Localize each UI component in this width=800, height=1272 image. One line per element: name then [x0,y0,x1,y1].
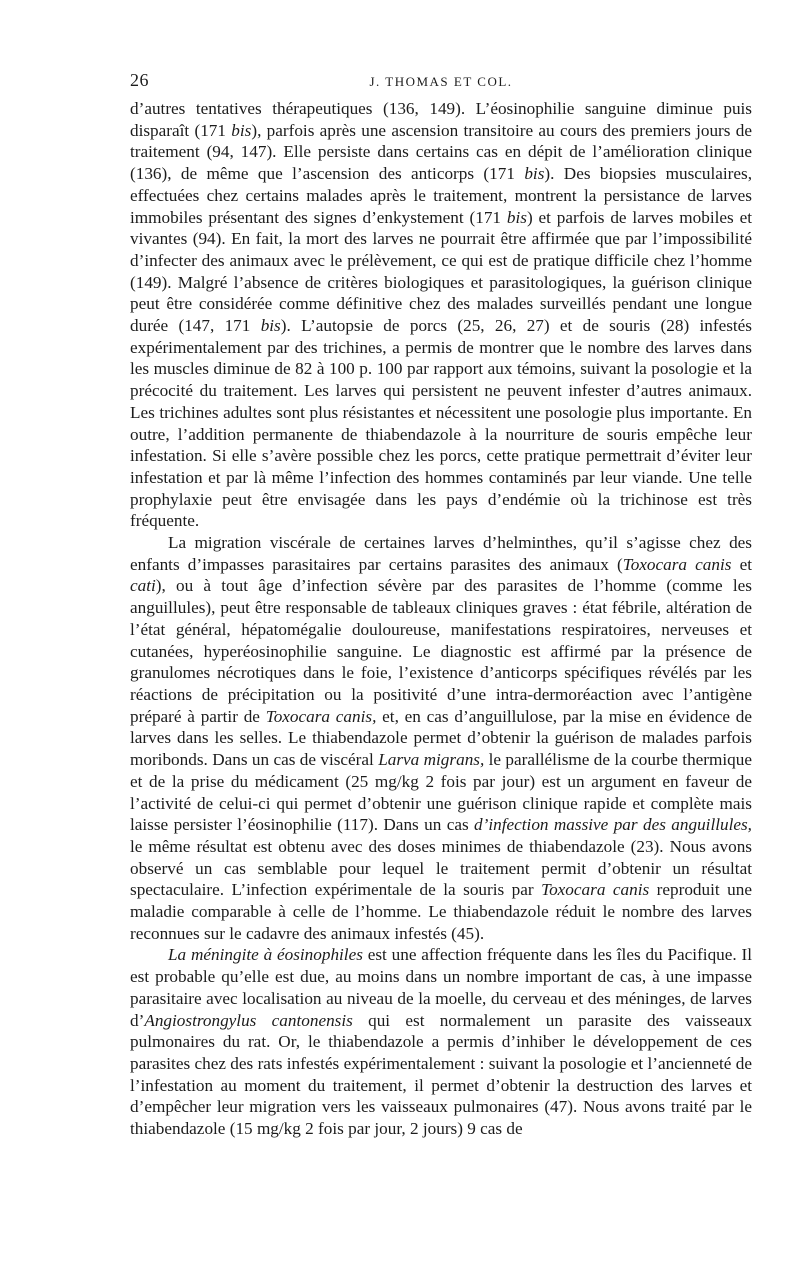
paragraph [130,532,752,944]
text-run: ), parfois après une ascension transitoire au cours des premiers jours de traitement (94, 147). Elle persiste dans certains cas en dépit de l’amélioration clinique (136), de même que l’ascension des anticorps (171 [130,120,752,184]
italic-text: Angiostrongylus cantonensis [144,1010,353,1030]
text-run: ), ou à tout âge d’infection sévère par des parasites de l’homme (comme les anguillules), peut être responsable de tableaux cliniques graves : état fébrile, altération de l’état général, hépatomégalie douloureuse, manifestations respiratoires, nerveuses et cutanées, hyperéosinophilie sanguine. Le diagnostic est affirmé par la présence de granulomes nécrotiques dans le foie, l’existence d’anticorps spécifiques révélés par les réactions de précipitation ou la positivité d’une intra-dermoréaction avec l’antigène préparé à partir de [130,576,752,726]
italic-text: bis [524,164,545,184]
italic-text: bis [260,316,281,336]
text-run: d’autres tentatives thérapeutiques (136, 149). L’éosinophilie sanguine diminue puis disparaît (171 [130,99,752,140]
text-run: ). Des biopsies musculaires, effectuées chez certains malades après le traitement, montrent la persistance de larves immobiles présentant des signes d’enkystement (171 [130,164,753,227]
page-number: 26 [130,70,149,90]
text-run: le parallélisme de la courbe thermique et de la prise du médicament (25 mg/kg 2 fois par jour) est un argument en faveur de l’activité de celui-ci qui permet d’obtenir une guérison clinique rapide et complète mais laisse persister l’éosinophilie (117). Dans un cas [130,750,752,835]
text-run: est une affection fréquente dans les îles du Pacifique. Il est probable qu’elle est due, au moins dans un nombre important de cas, à une impasse parasitaire avec localisation au niveau de la moelle, du cerveau et des méninges, de larves d’ [130,945,752,1030]
italic-text: bis [231,120,252,140]
text-run: qui est normalement un parasite des vaisseaux pulmonaires du rat. Or, le thiabendazole a permis d’inhiber le développement de ces parasites chez des rats infestés expérimentalement : suivant la posologie et l’ancienneté de l’infestation au moment du traitement, il permet d’obtenir la destruction des larves et d’empêcher leur migration vers les vaisseaux pulmonaires (47). Nous avons traité par le thiabendazole (15 mg/kg 2 fois par jour, 2 jours) 9 cas de [130,1010,752,1139]
italic-text: Toxocara canis [541,880,650,900]
running-title: J. THOMAS ET COL. [369,74,513,89]
text-run: et, en cas d’anguillulose, par la mise en évidence de larves dans les selles. Le thiabendazole permet d’obtenir la guérison de malades parfois moribonds. Dans un cas de viscéral [130,706,753,770]
body-text [130,98,752,1140]
page-header [130,70,752,94]
paragraph [130,944,752,1139]
paragraph [130,98,752,532]
italic-text: La méningite à éosinophiles [168,945,363,965]
italic-text: d’infection massive par des anguillules, [474,815,752,835]
italic-text: Larva migrans, [378,750,485,770]
text-run: ). L’autopsie de porcs (25, 26, 27) et de souris (28) infestés expérimentalement par des trichines, a permis de montrer que le nombre des larves dans les muscles diminue de 82 à 100 p. 100 par rapport aux témoins, suivant la posologie et la précocité du traitement. Les larves qui persistent ne peuvent infester d’autres animaux. Les trichines adultes sont plus résistantes et nécessitent une posologie plus importante. En outre, l’addition permanente de thiabendazole à la nourriture de souris empêche leur infestation. Si elle s’avère possible chez les porcs, cette pratique permettrait d’éviter leur infestation et par là même l’infection des hommes contaminés par leur viande. Une telle prophylaxie peut être envisagée dans les pays d’endémie où la trichinose est très fréquente. [130,316,752,531]
italic-text: bis [506,207,527,227]
italic-text: cati [130,576,156,596]
text-run: reproduit une maladie comparable à celle de l’homme. Le thiabendazole réduit le nombre des larves reconnues sur le cadavre des animaux infestés (45). [130,880,752,943]
text-run: et [731,554,752,574]
text-run: ) et parfois de larves mobiles et vivantes (94). En fait, la mort des larves ne pourrait être affirmée que par l’impossibilité d’infecter des animaux avec le prélèvement, ce qui est de pratique difficile chez l’homme (149). Malgré l’absence de critères biologiques et parasitologiques, la guérison clinique peut être considérée comme définitive chez des malades surveillés pendant une longue durée (147, 171 [130,207,752,336]
text-run: le même résultat est obtenu avec des doses minimes de thiabendazole (23). Nous avons observé un cas semblable pour lequel le traitement permit d’obtenir un résultat spectaculaire. L’infection expérimentale de la souris par [130,836,752,900]
italic-text: Toxocara canis [622,554,732,574]
text-run: La migration viscérale de certaines larves d’helminthes, qu’il s’agisse chez des enfants d’impasses parasitaires par certains parasites des animaux ( [130,533,752,574]
italic-text: Toxocara canis, [265,706,377,726]
